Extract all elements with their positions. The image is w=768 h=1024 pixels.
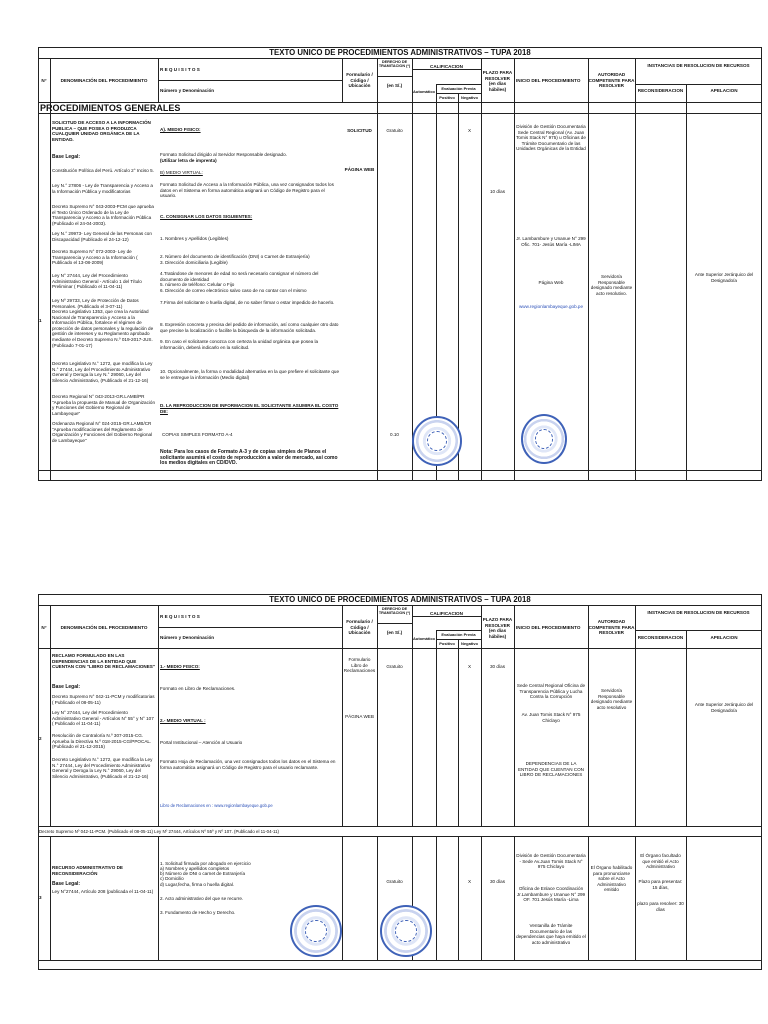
divider — [377, 836, 378, 960]
reconsideracion-plazo: plazo para resolver: 30 días — [637, 901, 684, 912]
divider — [588, 58, 589, 481]
inicio-value: Av. Juan Tomis Stack N° 975 Chiclayo — [521, 712, 581, 723]
legal-item: Decreto Supremo N° 042-11-PCM y modificatorias ( Publicado el 08-05-11) — [52, 694, 155, 705]
procedure-name: RECURSO ADMINISTRATIVO DE RECONSIDERACIÓN — [52, 865, 123, 876]
req-item: 6. Dirección de correo electrónico salvo caso de no contar con el mismo — [160, 288, 307, 293]
header-en-soles: (en S/.) — [386, 83, 403, 88]
formulario-value: PÁGINA WEB — [345, 714, 374, 719]
header-n: N° — [41, 625, 47, 630]
legal-item: Decreto Legislativo N.° 1272, que modifica la Ley N.° 27444, Ley del Procedimiento Administrativo General y Deroga la Ley N.° 29060, Ley del Silencio Administrativo, (Publicado el 21-12-16) — [52, 757, 153, 779]
divider — [38, 58, 762, 59]
autoridad-value: El Órgano habilitado para pronunciarse sobre el Acto Administrativo emitido — [590, 865, 633, 893]
base-legal-label: Base Legal: — [52, 154, 81, 160]
divider — [458, 836, 459, 960]
header-denominacion: DENOMINACIÓN DEL PROCEDIMIENTO — [60, 78, 148, 83]
header-apelacion: APELACION — [710, 635, 738, 640]
divider — [38, 836, 762, 837]
req-item: 8. Expresión concreta y precisa del pedido de información, así como cualquier otro dato que precise la localización o facilite la búsqueda de la información solicitada. — [160, 322, 339, 333]
legal-item: Ley N.° 29973- Ley General de las Personas con Discapacidad (Publicado el 24-12-12) — [52, 231, 152, 242]
inicio-value: Oficina de Enlace Coordinación Jr.Lambambure y Unanue N° 299 OF. 701 Jesús María -Lima — [516, 886, 586, 903]
req-item: 2. Acto administrativo del que se recurre. — [160, 896, 244, 901]
divider — [158, 627, 342, 628]
req-item: 3. Fundamento de Hecho y Derecho. — [160, 910, 236, 915]
divider — [635, 84, 762, 85]
divider — [458, 93, 459, 481]
req-item: Formato Solicitud dirigido al Servidor Responsable designado. — [160, 152, 287, 157]
divider — [50, 605, 51, 826]
header-apelacion: APELACION — [710, 88, 738, 93]
plazo-value: 30 días — [489, 664, 506, 669]
page-1-title: TEXTO UNICO DE PROCEDIMIENTOS ADMINISTRATIVOS – TUPA 2018 — [269, 48, 531, 57]
formulario-value: SOLICITUD — [347, 128, 372, 133]
divider — [436, 639, 481, 640]
req-2-title: 2.- MEDIO VIRTUAL : — [160, 718, 206, 723]
row-number: 3 — [39, 895, 42, 900]
website-link[interactable]: www.regionlambayeque.gob.pe — [518, 304, 584, 309]
req-item: Portal Institucional – Atención al Usuario — [160, 740, 243, 745]
legal-item: Ley N.° 27806 - Ley de Transparencia y Acceso a la Información Pública y modificatorias — [52, 183, 153, 194]
calificacion-mark: X — [467, 128, 472, 133]
header-autoridad: AUTORIDAD COMPETENTE PARA RESOLVER — [588, 619, 635, 636]
header-formulario: Formulario / Código / Ubicación — [346, 72, 373, 89]
req-item: 4.Tratándose de menores de edad no será necesario consignar el número del documento de identidad — [160, 271, 319, 282]
req-b-title: B) MEDIO VIRTUAL: — [160, 170, 203, 175]
req-item: Formato Hoja de Reclamación, una vez consignados todos los datos en el Sistema en forma automática asignará un Código de Registro para el usuario reclamante. — [160, 759, 336, 770]
divider — [50, 836, 51, 960]
divider — [377, 58, 378, 481]
header-numero-denominacion: Número y Denominación — [160, 88, 215, 93]
divider — [377, 605, 378, 826]
apelacion-value: Ante Superior Jerárquico del Designado/a — [694, 272, 754, 283]
divider — [38, 605, 762, 606]
divider — [514, 58, 515, 481]
req-item: 5. número de teléfono: Celular o Fijo — [160, 282, 235, 287]
header-instancias: INSTANCIAS DE RESOLUCION DE RECURSOS — [647, 610, 750, 615]
footer-note: Decreto Supremo Nº 042-11-PCM. (Publicado el 08-05-11) Ley Nº 27444, Artículos Nº 55º y Nº 107. (Publicado el 11-04-11) — [39, 829, 280, 834]
req-item: COPIAS SIMPLES FORMATO A-4 — [162, 432, 233, 437]
divider — [38, 113, 762, 114]
legal-item: Decreto Supremo N° 072-2003- Ley de Transparencia y Acceso a la Información ( Publicado el 13-08-2009) — [52, 249, 138, 266]
divider — [635, 630, 762, 631]
divider — [436, 84, 481, 85]
header-plazo: PLAZO PARA RESOLVER (en días hábiles) — [482, 70, 513, 92]
legal-item: Decreto Legislativo 1353, que crea la Autoridad Nacional de Transparencia y Acceso a la Información Pública, fortalece el régimen de protección de datos personales y la regulación de gestión de intereses y su Reglamento aprobado mediante el Decreto Supremo N.º 019-2017-JUS. (Publicado 7-01-17) — [52, 309, 154, 348]
req-item: (Utilizar letra de imprenta) — [160, 158, 217, 163]
divider — [514, 605, 515, 826]
header-reconsideracion: RECONSIDERACION — [637, 88, 684, 93]
divider — [436, 93, 481, 94]
divider — [635, 58, 636, 481]
inicio-value: DEPENDENCIAS DE LA ENTIDAD QUE CUENTAN CON LIBRO DE RECLAMACIONES — [517, 761, 585, 778]
header-autoridad: AUTORIDAD COMPETENTE PARA RESOLVER — [588, 72, 635, 89]
reconsideracion-value: El Órgano facultado que emitió el Acto Administrativo — [640, 853, 681, 870]
divider — [158, 836, 159, 960]
req-item: 1. Solicitud firmada por abogado en ejercicio — [160, 861, 251, 866]
divider — [588, 605, 589, 826]
base-legal-label: Base Legal: — [52, 881, 81, 887]
divider — [38, 648, 762, 649]
header-instancias: INSTANCIAS DE RESOLUCION DE RECURSOS — [647, 63, 750, 68]
plazo-value: 30 días — [489, 879, 506, 884]
inicio-value: Página Web — [538, 280, 564, 285]
regional-seal-icon — [290, 905, 342, 957]
header-en-soles: (en S/.) — [386, 630, 403, 635]
header-inicio: INICIO DEL PROCEDIMIENTO — [516, 625, 581, 630]
header-n: N° — [41, 78, 47, 83]
divider — [436, 630, 437, 826]
header-positivo: Positivo — [439, 641, 455, 646]
divider — [50, 58, 51, 481]
divider — [377, 76, 412, 77]
header-derecho: DERECHO DE TRAMITACION (*) — [378, 607, 411, 616]
req-item: 3. Dirección domiciliaria (Legible) — [160, 260, 228, 265]
regional-seal-icon — [521, 414, 567, 464]
inicio-value: Sede Central Regional Oficina de Transparencia Pública y Lucha Contra la Corrupción — [516, 683, 586, 700]
req-item: d) Lugar,fecha, firma o huella digital. — [160, 882, 235, 887]
header-automatico: Automático — [413, 89, 435, 94]
header-calificacion: CALIFICACION — [430, 64, 463, 69]
legal-item: Constitución Política del Perú. Artículo 2° Inciso 5. — [52, 168, 154, 173]
divider — [158, 80, 342, 81]
header-calificacion: CALIFICACION — [430, 611, 463, 616]
header-evaluacion-previa: Evaluación Previa — [441, 86, 476, 91]
formulario-value: PÁGINA WEB — [344, 167, 375, 172]
req-item: 1. Nombres y Apellidos (Legibles) — [160, 236, 229, 241]
header-requisitos: R E Q U I S I T O S — [160, 614, 200, 619]
req-note: Nota: Para los casos de Formato A-3 y de copias simples de Planos el solicitante asumirá el costo de reproducción a valor de mercado, así como los medios digitales en CD/DVD. — [160, 449, 338, 467]
header-positivo: Positivo — [439, 95, 455, 100]
reconsideracion-plazo: Plazo para presentar: 15 días, — [638, 879, 683, 890]
divider — [686, 84, 687, 481]
divider — [342, 836, 343, 960]
req-item: c) Domicilio — [160, 876, 184, 881]
section-title: PROCEDIMIENTOS GENERALES — [40, 103, 181, 113]
legal-item: Ley N° 27444, Ley del Procedimiento Administrativo General - Artículos N° 55° y N° 107 ( Publicado el 11-04-11) — [52, 710, 154, 727]
row-number: 2 — [39, 736, 42, 741]
legal-item: Ley N° 27444, Ley del Procedimiento Administrativo General - Artículo 1 del Título Preliminar ( Publicado el 11-04-11) — [52, 273, 142, 290]
divider — [158, 605, 159, 826]
reclamaciones-link[interactable]: Libro de Reclamaciones en : www.regionlambayeque.gob.pe — [160, 803, 273, 808]
autoridad-value: Servidor/a Responsable designado mediante acto resolutivo. — [590, 274, 633, 296]
divider — [412, 58, 413, 481]
divider — [481, 58, 482, 481]
header-negativo: Negativo — [461, 641, 478, 646]
header-reconsideracion: RECONSIDERACION — [637, 635, 684, 640]
divider — [436, 630, 481, 631]
req-item: 2. Número del documento de identificación (DNI) o Carnet de Extranjería) — [160, 254, 310, 259]
req-item: 9. En caso el solicitante conozca con certeza la unidad orgánica que posea la información, deberá indicarlo en la solicitud. — [160, 339, 319, 350]
req-1-title: 1.- MEDIO FISICO: — [160, 664, 200, 669]
procedure-name: SOLICITUD DE ACCESO A LA INFORMACIÓN PUBLICA – QUE POSEA O PRODUZCA CUALQUIER UNIDAD ORGÁNICA DE LA ENTIDAD. — [52, 120, 151, 142]
header-inicio: INICIO DEL PROCEDIMIENTO — [516, 78, 581, 83]
header-evaluacion-previa: Evaluación Previa — [441, 632, 476, 637]
legal-item: Decreto Regional N° 043-2013-GR.LAMB/PR "Aprueba la propuesta de Manual de Organización y Funciones del Gobierno Regional de Lambayeque" — [52, 394, 156, 416]
divider — [38, 960, 762, 961]
procedure-name: RECLAMO FORMULADO EN LAS DEPENDENCIAS DE LA ENTIDAD QUE CUENTAN CON "LIBRO DE RECLAMACIONES" — [52, 653, 156, 670]
calificacion-mark: X — [467, 664, 472, 669]
derecho-value: Gratuito — [386, 664, 403, 669]
header-derecho: DERECHO DE TRAMITACION (*) — [378, 60, 411, 69]
base-legal-label: Base Legal: — [52, 684, 81, 690]
formulario-value: Formulario Libro de Reclamaciones — [343, 657, 376, 674]
derecho-value: Gratuito — [386, 879, 403, 884]
row-number: 1 — [39, 318, 42, 323]
derecho-value: Gratuito — [386, 128, 403, 133]
header-numero-denominacion: Número y Denominación — [160, 635, 215, 640]
header-automatico: Automático — [413, 636, 435, 641]
legal-item: Decreto Legislativo N.° 1272, que modifica la Ley N.° 27444, Ley del Procedimiento Administrativo General y Deroga la Ley N.° 29060, Ley del Silencio Administrativo, (Publicado el 21-12-16) — [52, 361, 153, 383]
divider — [377, 623, 412, 624]
derecho-value: 0.10 — [390, 432, 399, 437]
autoridad-value: Servidor/a Responsable designado mediante acto resolutivo — [590, 688, 633, 710]
legal-item: Decreto Supremo N° 043-2003-PCM que aprueba el Texto Único Ordenado de la Ley de Transparencia y Acceso a la Información Pública (Publicado el 24-04-2003). — [52, 204, 154, 226]
req-item: 7.Firma del solicitante o huella digital, de no saber firmar o estar impedido de hacerlo. — [160, 300, 335, 305]
inicio-value: División de Gestión Documentaria Sede Central Regional (Av. Juan Tomis Stack N° 975) u Oficinas de Trámite Documentario de las Unidades Orgánicas de la Entidad — [516, 124, 586, 152]
inicio-value: Ventanilla de Trámite Documentario de las dependencias que haya emitido el acto administrativo — [516, 923, 586, 945]
req-item: a) Nombres y apellidos completos — [160, 866, 230, 871]
req-item: 10. Opcionalmente, la forma o modalidad alternativa en la que prefiere el solicitante que se le entregue la información (Medio digital) — [160, 369, 340, 380]
legal-item: Ley Nº 29733, Ley de Protección de Datos Personales. (Publicado el 3-07-11) — [52, 298, 139, 309]
req-c-title: C. CONSIGNAR LOS DATOS SIGUIENTES: — [160, 214, 253, 219]
legal-item: Ley N°27444, Artículo 208 (publicada el 11-04-11) — [52, 889, 154, 894]
divider — [514, 836, 515, 960]
req-item: Formato en Libro de Reclamaciones. — [160, 686, 236, 691]
divider — [436, 836, 437, 960]
legal-item: Resolución de Contraloría N.º 307-2015-CG. Aprueba la Directiva N.º 018-2015-CG/PPOCAL. (Publicado el 21-12-2015) — [52, 733, 152, 750]
req-d-title: D. LA REPRODUCCION DE INFORMACION EL SOLICITANTE ASUMIRA EL COSTO DE: — [160, 403, 339, 414]
divider — [481, 836, 482, 960]
regional-seal-icon — [380, 905, 432, 957]
regional-seal-icon — [412, 416, 462, 466]
inicio-value: División de Gestión Documentaria - Sede Av.Juan Tomis Stack N° 975 Chiclayo — [516, 853, 586, 870]
calificacion-mark: X — [467, 879, 472, 884]
plazo-value: 10 días — [489, 189, 506, 194]
apelacion-value: Ante Superior Jerárquico del Designado/a — [694, 702, 754, 713]
req-a-title: A). MEDIO FISICO: — [160, 127, 201, 132]
page-2-title: TEXTO UNICO DE PROCEDIMIENTOS ADMINISTRATIVOS – TUPA 2018 — [269, 595, 531, 604]
req-item: b) Número de DNI o carnet de Extranjería — [160, 871, 246, 876]
divider — [686, 836, 687, 960]
header-negativo: Negativo — [461, 95, 478, 100]
header-denominacion: DENOMINACIÓN DEL PROCEDIMIENTO — [60, 625, 148, 630]
divider — [588, 836, 589, 960]
divider — [38, 826, 762, 827]
header-plazo: PLAZO PARA RESOLVER (en días hábiles) — [482, 617, 513, 639]
header-formulario: Formulario / Código / Ubicación — [346, 619, 373, 636]
req-item: Formato Solicitud de Acceso a la Información Pública, una vez consignados todos los datos en el Sistema en forma automática asignará un Código de Registro para el usuario. — [160, 182, 334, 199]
header-requisitos: R E Q U I S I T O S — [160, 67, 200, 72]
divider — [686, 630, 687, 826]
legal-item: Ordenanza Regional N° 024-2015-GR.LAMB/CR "Aprueba modificaciones del Reglamento de Organización y Funciones del Gobierno Regional de Lambayeque" — [52, 421, 153, 443]
inicio-value: Jr. Lambambure y Unanue N° 299 Ofic. 701- Jesús María -LIMA — [516, 236, 586, 247]
divider — [38, 470, 762, 471]
